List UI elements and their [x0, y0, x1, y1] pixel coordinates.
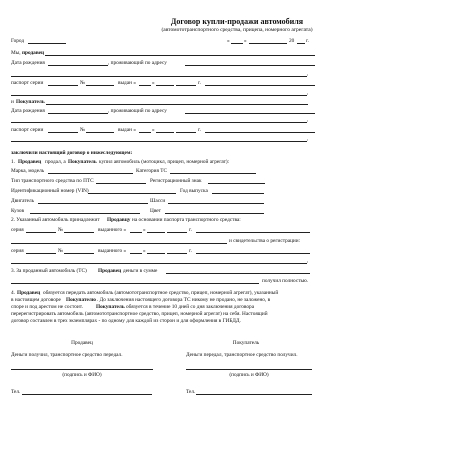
- year-made-field[interactable]: [212, 193, 264, 194]
- sig-seller-title: Продавец: [71, 340, 93, 346]
- seller-passport-series-field[interactable]: [48, 85, 78, 86]
- pts-no-field[interactable]: [64, 232, 94, 233]
- year-prefix: 20: [289, 38, 295, 44]
- engine-label: Двигатель: [11, 198, 35, 204]
- quote: »: [152, 127, 155, 133]
- color-field[interactable]: [165, 213, 264, 214]
- seller-issued-day[interactable]: [139, 85, 151, 86]
- clause-4-num: 4.: [11, 290, 15, 296]
- buyer-birth-field[interactable]: [48, 113, 108, 114]
- buyer-passport-no-label: №: [80, 127, 86, 133]
- date-day-field[interactable]: [231, 43, 243, 44]
- buyer-issued-by-field[interactable]: [205, 132, 315, 133]
- seller-residing-label: , проживающий по адресу: [108, 60, 167, 66]
- vin-field[interactable]: [88, 193, 176, 194]
- buyer-passport-no-field[interactable]: [86, 132, 114, 133]
- seller-sign-caption: (подпись и ФИО): [62, 372, 102, 378]
- buyer-passport-series-field[interactable]: [48, 132, 78, 133]
- clause-4-buyer2: Покупатель: [96, 304, 125, 310]
- cert-issued-by-field[interactable]: [196, 253, 310, 254]
- pts-series-label: серия: [11, 227, 24, 233]
- seller-address-field[interactable]: [185, 65, 315, 66]
- cert-issued-label: выданного «: [98, 248, 127, 254]
- clause-3-seller: Продавец: [98, 268, 122, 274]
- money-received-label: Деньги получил, транспортное средство передал.: [11, 352, 123, 358]
- price-field[interactable]: [166, 273, 310, 274]
- pts-issued-year[interactable]: [167, 232, 187, 233]
- buyer-issued-by-line2[interactable]: [11, 141, 307, 142]
- seller-birth-field[interactable]: [48, 65, 108, 66]
- price-words-field[interactable]: [11, 283, 259, 284]
- seller-passport-no-label: №: [80, 80, 86, 86]
- quote: »: [143, 248, 146, 254]
- buyer-issued-year[interactable]: [176, 132, 196, 133]
- pts-issued-day[interactable]: [130, 232, 142, 233]
- pts-issued-by-field[interactable]: [196, 232, 310, 233]
- sig-buyer-title: Покупатель: [232, 340, 260, 346]
- vehicle-type-label: Тип транспортного средства по ПТС: [11, 178, 94, 184]
- pts-issued-label: выданного «: [98, 227, 127, 233]
- buyer-name-field[interactable]: [46, 104, 308, 105]
- seller-issued-month[interactable]: [156, 85, 174, 86]
- buyer-issued-month[interactable]: [156, 132, 174, 133]
- we-label: Мы,: [11, 50, 21, 56]
- clause-2-seller: Продавцу: [107, 217, 131, 223]
- vin-label: Идентификационный номер (VIN): [11, 188, 89, 194]
- buyer-birth-label: Дата рождения: [11, 108, 45, 114]
- clause-1-text-a: продал, а: [45, 159, 66, 165]
- buyer-sign-caption: (подпись и ФИО): [229, 372, 269, 378]
- buyer-address-field[interactable]: [185, 113, 315, 114]
- date-close-quote: »: [244, 38, 247, 44]
- pts-issued-by-line2[interactable]: [11, 243, 227, 244]
- seller-name-field[interactable]: [45, 55, 315, 56]
- seller-issued-label: выдан «: [118, 80, 136, 86]
- quote: »: [143, 227, 146, 233]
- year-suffix: г.: [189, 227, 192, 233]
- cert-issued-day[interactable]: [130, 253, 142, 254]
- seller-signature-field[interactable]: [11, 369, 153, 370]
- cert-no-field[interactable]: [64, 253, 94, 254]
- and-label: и: [11, 99, 14, 105]
- buyer-tel-label: Тел.: [186, 389, 196, 395]
- date-year-field[interactable]: [297, 43, 305, 44]
- clause-3-text-b: деньги в сумме: [123, 268, 158, 274]
- reg-sign-field[interactable]: [208, 183, 265, 184]
- seller-tel-field[interactable]: [22, 394, 152, 395]
- year-suffix: г.: [198, 80, 201, 86]
- cert-series-field[interactable]: [26, 253, 56, 254]
- cert-no-label: №: [58, 248, 64, 254]
- pts-issued-month[interactable]: [147, 232, 165, 233]
- buyer-passport-label: паспорт серии: [11, 127, 44, 133]
- vehicle-type-field[interactable]: [96, 183, 146, 184]
- document-subtitle: (автомототранспортного средства, прицепа, номерного агрегата): [161, 27, 313, 33]
- clause-4-line-5: договор составлен в трех экземплярах - по одному для каждой из сторон и для оформления в ГИБДД.: [11, 318, 241, 324]
- clause-1-num: 1.: [11, 159, 15, 165]
- money-paid-label: Деньги передал, транспортное средство получил.: [186, 352, 298, 358]
- cert-issued-by-line2[interactable]: [11, 263, 307, 264]
- clause-2-text-b: на основании паспорта транспортного средства:: [132, 217, 241, 223]
- chassis-field[interactable]: [168, 203, 264, 204]
- seller-issued-year[interactable]: [176, 85, 196, 86]
- seller-issued-by-field[interactable]: [205, 85, 315, 86]
- pts-no-label: №: [58, 227, 64, 233]
- city-label: Город: [11, 38, 25, 44]
- clause-3-text-a: 3. За проданный автомобиль (ТС): [11, 268, 87, 274]
- comma: ,: [307, 136, 309, 142]
- buyer-word: Покупатель: [16, 99, 45, 105]
- body-label: Кузов: [11, 208, 24, 214]
- reg-sign-label: Регистрационный знак: [150, 178, 202, 184]
- clause-4-line-2a: в настоящем договоре: [11, 297, 61, 303]
- seller-tel-label: Тел.: [11, 389, 21, 395]
- buyer-tel-field[interactable]: [196, 394, 312, 395]
- year-suffix: г.: [198, 127, 201, 133]
- buyer-issued-day[interactable]: [139, 132, 151, 133]
- clause-4-seller: Продавец: [17, 290, 41, 296]
- clause-2-text-a: 2. Указанный автомобиль принадлежит: [11, 217, 100, 223]
- year-suffix: г.: [189, 248, 192, 254]
- clause-4-line-4: перерегистрировать автомобиль (автомототранспортное средство, прицеп, номерной агрегат) на себя. Настоящий: [11, 311, 268, 317]
- document-title: Договор купли-продажи автомобиля: [170, 17, 304, 26]
- clause-4-buyer: Покупателю: [66, 297, 96, 303]
- make-model-label: Марка, модель: [11, 168, 45, 174]
- seller-word: продавец: [22, 50, 45, 56]
- seller-address-line2[interactable]: [11, 76, 307, 77]
- buyer-address-line2[interactable]: [11, 122, 307, 123]
- year-made-label: Год выпуска: [180, 188, 208, 194]
- concluded-heading: заключили настоящий договор о нижеследующем:: [11, 150, 133, 156]
- date-open-quote: «: [227, 38, 230, 44]
- buyer-issued-label: выдан «: [118, 127, 136, 133]
- color-label: Цвет: [150, 208, 161, 214]
- buyer-residing-label: , проживающий по адресу: [108, 108, 167, 114]
- cert-series-label: серия: [11, 248, 24, 254]
- engine-field[interactable]: [38, 203, 148, 204]
- city-field[interactable]: [28, 43, 66, 44]
- clause-4-line-3b: обязуется в течение 10 дней со дня заключения договора: [126, 304, 255, 310]
- seller-passport-label: паспорт серии: [11, 80, 44, 86]
- pts-series-field[interactable]: [26, 232, 56, 233]
- body-field[interactable]: [30, 213, 140, 214]
- clause-4-line-1: обязуется передать автомобиль (автомототранспортное средство, прицеп, номерной агрегат), указанный: [43, 290, 279, 296]
- seller-issued-by-line2[interactable]: [11, 95, 307, 96]
- category-label: Категория ТС: [136, 168, 168, 174]
- date-month-field[interactable]: [249, 43, 287, 44]
- received-full-label: получил полностью.: [262, 278, 309, 284]
- clause-4-line-2b: . До заключения настоящего договора ТС никому не продано, не заложено, в: [97, 297, 271, 303]
- quote: »: [152, 80, 155, 86]
- comma: ,: [307, 90, 309, 96]
- clause-1-text-b: купил автомобиль (мотоцикл, прицеп, номерной агрегат):: [99, 159, 230, 165]
- comma: ,: [307, 117, 309, 123]
- category-field[interactable]: [170, 173, 256, 174]
- chassis-label: Шасси: [150, 198, 166, 204]
- cert-issued-year[interactable]: [167, 253, 187, 254]
- clause-1-buyer: Покупатель: [68, 159, 97, 165]
- clause-4-line-3a: споре и под арестом не состоит.: [11, 304, 83, 310]
- cert-issued-month[interactable]: [147, 253, 165, 254]
- clause-1-seller: Продавец: [18, 159, 42, 165]
- make-model-field[interactable]: [48, 173, 133, 174]
- seller-birth-label: Дата рождения: [11, 60, 45, 66]
- seller-passport-no-field[interactable]: [86, 85, 114, 86]
- comma: ,: [307, 71, 309, 77]
- comma: ,: [307, 258, 309, 264]
- and-cert-label: и свидетельства о регистрации:: [229, 238, 301, 244]
- year-suffix: г.: [306, 38, 309, 44]
- buyer-signature-field[interactable]: [186, 369, 312, 370]
